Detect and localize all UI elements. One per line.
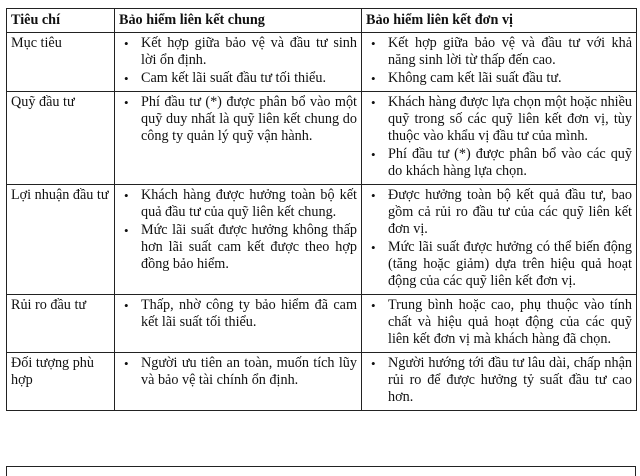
table-body (7, 33, 637, 411)
row-criterion: Quỹ đầu tư (7, 92, 115, 185)
bullet-icon: • (371, 356, 376, 371)
bullet-list (119, 297, 357, 331)
bullet-icon: • (371, 95, 376, 110)
list-item (366, 70, 632, 87)
unit-insurance-cell (362, 185, 637, 295)
bullet-list (366, 297, 632, 348)
general-insurance-cell (115, 185, 362, 295)
bullet-icon: • (124, 356, 129, 371)
unit-insurance-cell (362, 295, 637, 353)
list-item (119, 187, 357, 221)
list-item (119, 94, 357, 145)
bullet-list (119, 35, 357, 87)
bullet-icon: • (124, 95, 129, 110)
bullet-text: Mức lãi suất được hưởng không thấp hơn lãi suất cam kết được theo hợp đồng bảo hiểm. (141, 222, 357, 272)
list-item (119, 297, 357, 331)
table-row (7, 185, 637, 295)
general-insurance-cell (115, 353, 362, 411)
row-criterion: Mục tiêu (7, 33, 115, 92)
bullet-list (366, 35, 632, 87)
unit-insurance-cell (362, 33, 637, 92)
row-criterion: Đối tượng phù hợp (7, 353, 115, 411)
bullet-text: Phí đầu tư (*) được phân bổ vào một quỹ duy nhất là quỹ liên kết chung do công ty quản lý quỹ vận hành. (141, 94, 357, 144)
table-row (7, 353, 637, 411)
bullet-text: Khách hàng được lựa chọn một hoặc nhiều quỹ trong số các quỹ liên kết đơn vị, tùy thuộc vào khẩu vị đầu tư của mình. (388, 94, 632, 144)
header-criterion: Tiêu chí (7, 9, 115, 33)
list-item (366, 297, 632, 348)
list-item (366, 187, 632, 238)
header-row (7, 9, 637, 33)
general-insurance-cell (115, 92, 362, 185)
row-criterion: Lợi nhuận đầu tư (7, 185, 115, 295)
list-item (119, 222, 357, 273)
bullet-icon: • (124, 36, 129, 51)
bullet-icon: • (371, 240, 376, 255)
list-item (366, 355, 632, 406)
list-item (119, 70, 357, 87)
bullet-text: Mức lãi suất được hưởng có thể biến động (tăng hoặc giảm) dựa trên hiệu quả hoạt động của các quỹ liên kết đơn vị. (388, 239, 632, 289)
general-insurance-cell (115, 33, 362, 92)
bullet-text: Người ưu tiên an toàn, muốn tích lũy và bảo vệ tài chính ổn định. (141, 355, 357, 388)
bullet-text: Cam kết lãi suất đầu tư tối thiểu. (141, 70, 326, 86)
bullet-list (119, 187, 357, 273)
bullet-list (119, 355, 357, 389)
bullet-text: Phí đầu tư (*) được phân bổ vào các quỹ do khách hàng lựa chọn. (388, 146, 632, 179)
bullet-text: Thấp, nhờ công ty bảo hiểm đã cam kết lãi suất tối thiểu. (141, 297, 357, 330)
bullet-text: Trung bình hoặc cao, phụ thuộc vào tính chất và hiệu quả hoạt động của các quỹ liên kết đơn vị mà khách hàng đã chọn. (388, 297, 632, 347)
comparison-table (6, 8, 637, 411)
unit-insurance-cell (362, 92, 637, 185)
list-item (119, 355, 357, 389)
bullet-icon: • (371, 71, 376, 86)
header-unit-insurance: Bảo hiểm liên kết đơn vị (362, 9, 637, 33)
bullet-list (366, 187, 632, 290)
list-item (366, 94, 632, 145)
bullet-text: Được hưởng toàn bộ kết quả đầu tư, bao gồm cả rủi ro đầu tư của các quỹ liên kết đơn vị. (388, 187, 632, 237)
bullet-list (366, 94, 632, 180)
bullet-text: Không cam kết lãi suất đầu tư. (388, 70, 562, 86)
list-item (366, 35, 632, 69)
bullet-list (119, 94, 357, 145)
list-item (366, 146, 632, 180)
header-general-insurance: Bảo hiểm liên kết chung (115, 9, 362, 33)
bullet-icon: • (371, 188, 376, 203)
bullet-icon: • (124, 188, 129, 203)
bullet-text: Khách hàng được hưởng toàn bộ kết quả đầu tư của quỹ liên kết chung. (141, 187, 357, 220)
list-item (366, 239, 632, 290)
bullet-icon: • (124, 71, 129, 86)
bullet-icon: • (371, 36, 376, 51)
list-item (119, 35, 357, 69)
bullet-icon: • (371, 147, 376, 162)
bullet-icon: • (124, 298, 129, 313)
bullet-text: Kết hợp giữa bảo vệ và đầu tư với khả năng sinh lời từ thấp đến cao. (388, 35, 632, 68)
row-criterion: Rủi ro đầu tư (7, 295, 115, 353)
bullet-icon: • (124, 223, 129, 238)
table-row (7, 92, 637, 185)
unit-insurance-cell (362, 353, 637, 411)
general-insurance-cell (115, 295, 362, 353)
table-row (7, 295, 637, 353)
bullet-text: Kết hợp giữa bảo vệ và đầu tư sinh lời ổn định. (141, 35, 357, 68)
bullet-list (366, 355, 632, 406)
table-row (7, 33, 637, 92)
continuation-rule (6, 466, 636, 467)
bullet-text: Người hướng tới đầu tư lâu dài, chấp nhận rủi ro để được hưởng tỷ suất đầu tư cao hơn. (388, 355, 632, 405)
bullet-icon: • (371, 298, 376, 313)
